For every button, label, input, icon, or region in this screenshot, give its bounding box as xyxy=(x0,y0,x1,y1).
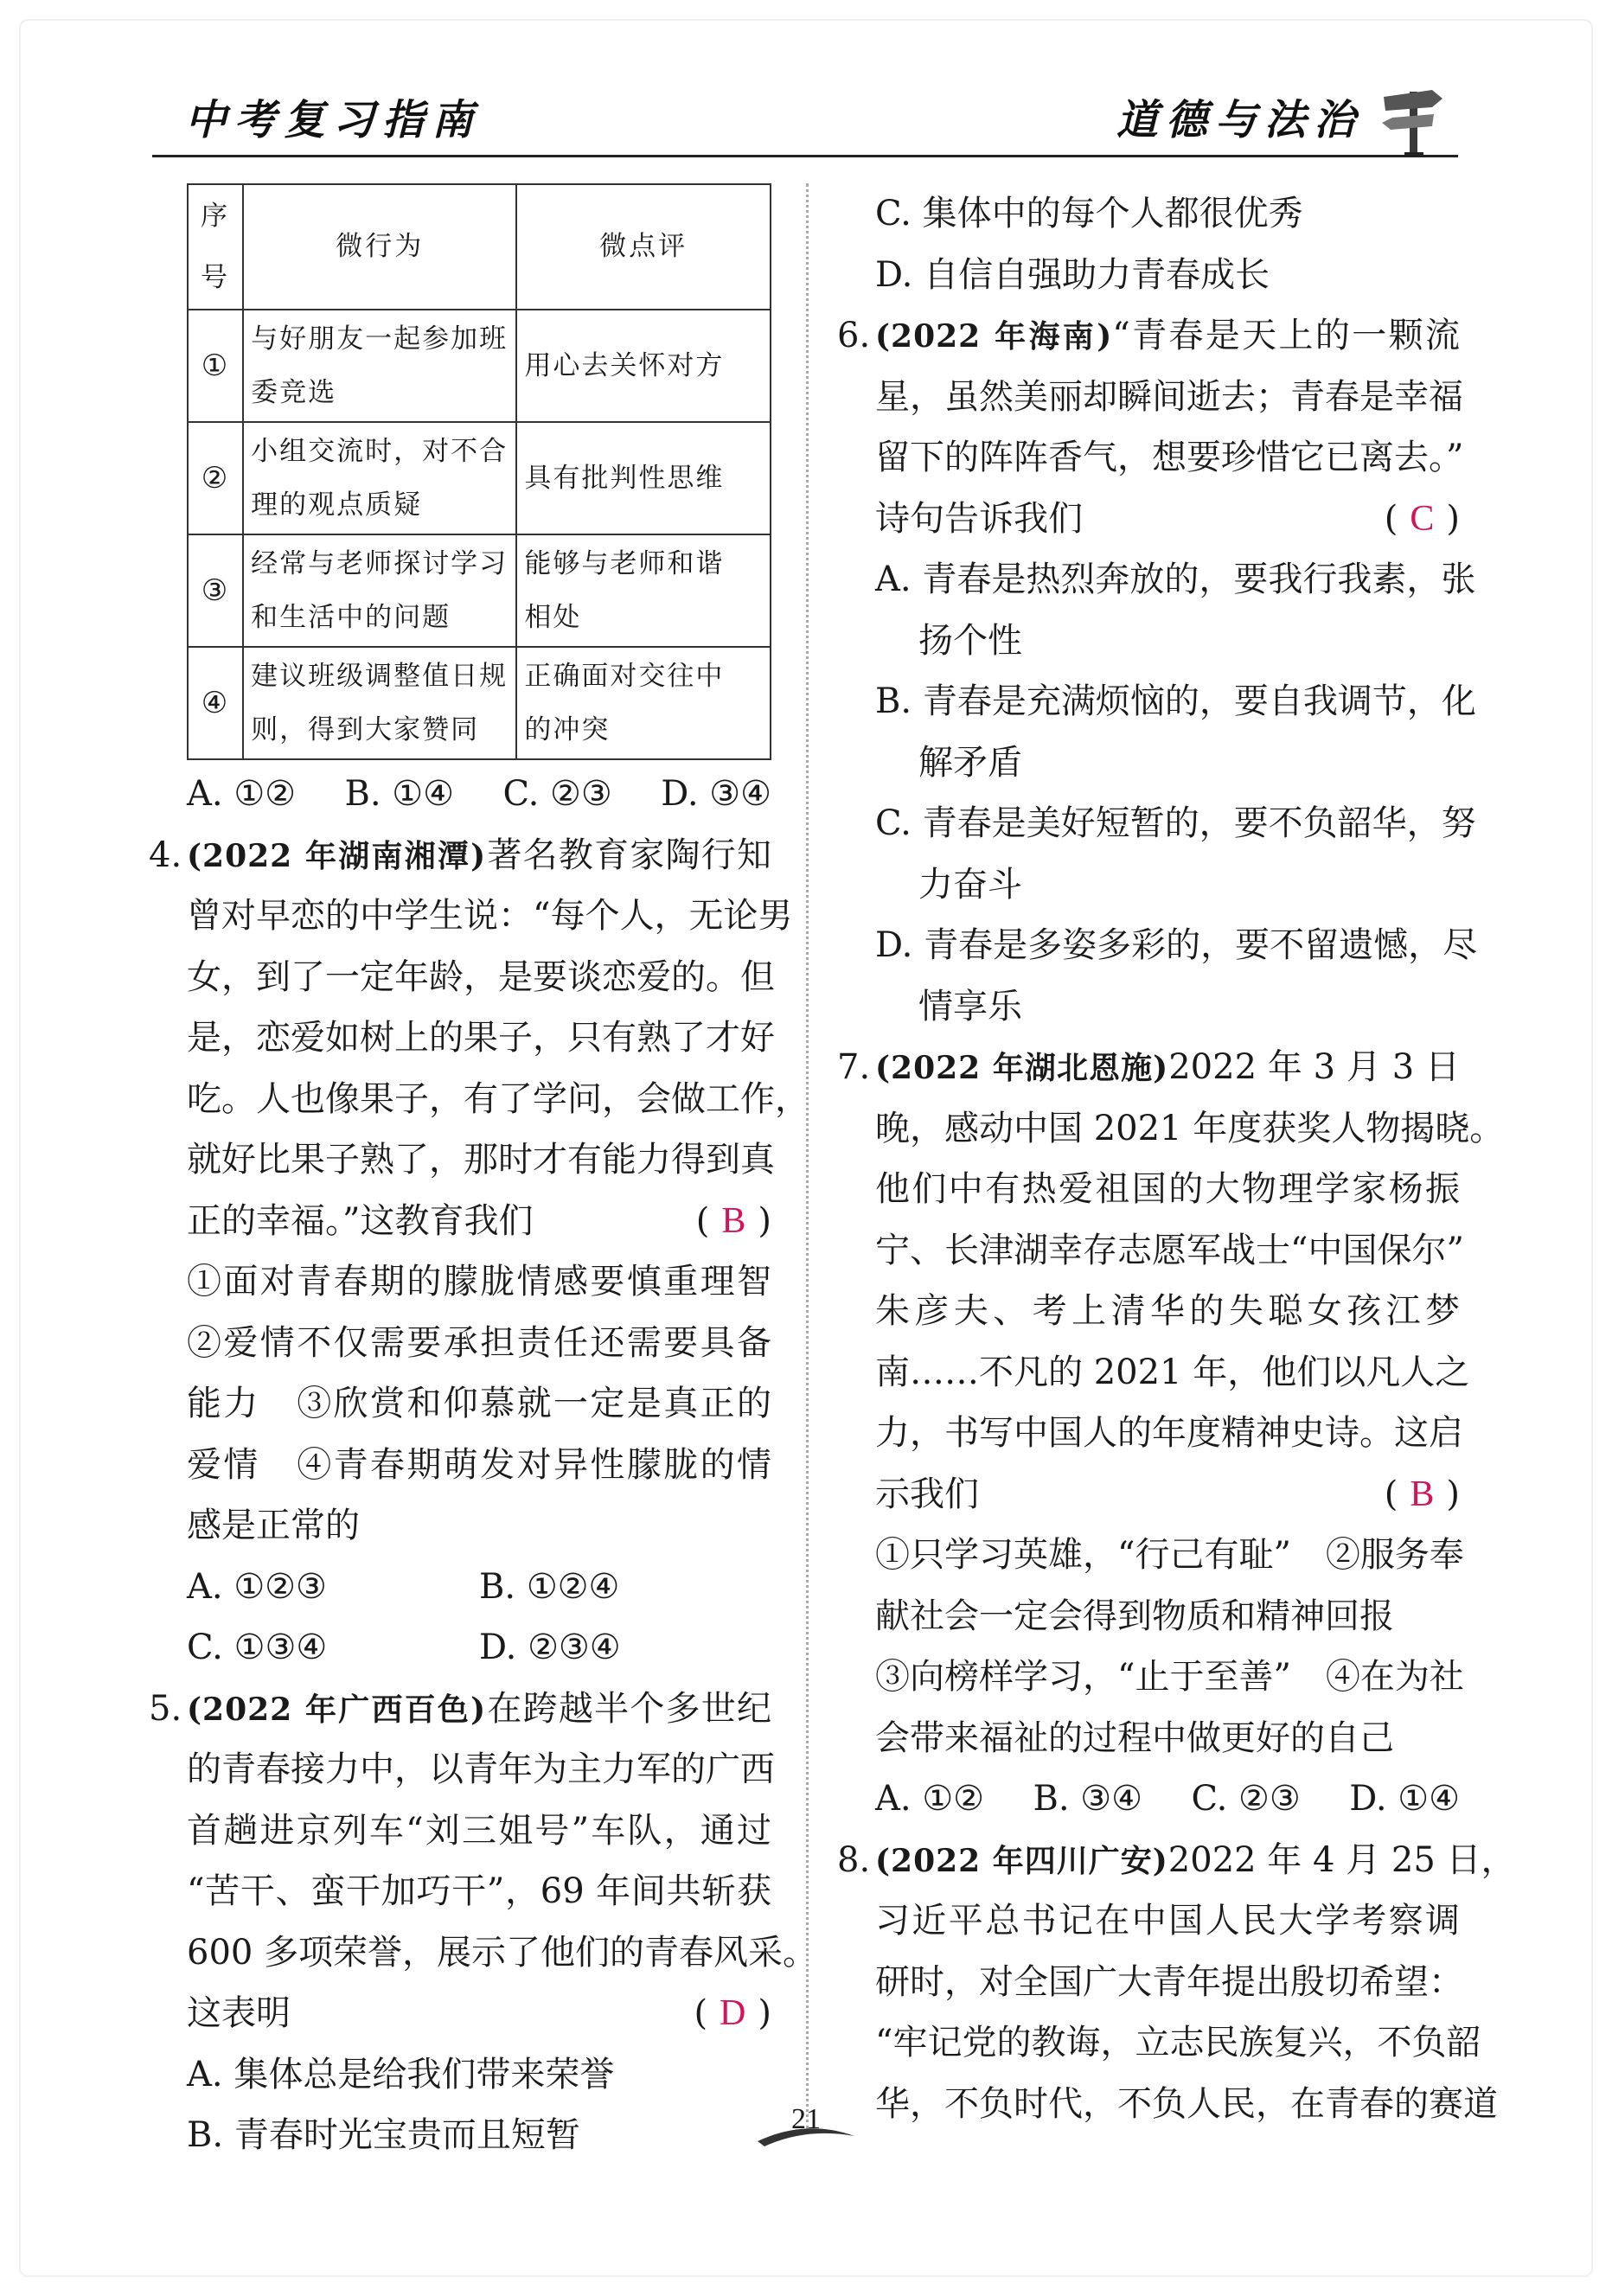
book-title: 中考复习指南 xyxy=(185,96,482,144)
statement-line: 能力 ③欣赏和仰慕就一定是真正的 xyxy=(187,1384,771,1423)
option: D. ②③④ xyxy=(479,1628,621,1667)
question-line: 晚，感动中国 2021 年度获奖人物揭晓。 xyxy=(875,1108,1505,1148)
cell-line: 具有批判性思维 xyxy=(524,463,725,494)
q4-options xyxy=(187,1617,771,1679)
option: D. 青春是多姿多彩的，要不留遗憾，尽 xyxy=(875,925,1478,965)
page-number-text: 21 xyxy=(791,2103,821,2135)
question-line: 女，到了一定年龄，是要谈恋爱的。但 xyxy=(187,956,775,997)
question-line: 就好比果子熟了，那时才有能力得到真 xyxy=(187,1140,775,1180)
table-row xyxy=(188,310,771,422)
cell-line: 相处 xyxy=(524,602,582,633)
option: B. ①②④ xyxy=(479,1566,620,1607)
option: C. 集体中的每个人都很优秀 xyxy=(875,194,1303,233)
question-number: 8. xyxy=(837,1839,871,1880)
question-4 xyxy=(149,825,809,1679)
option: D. ③④ xyxy=(661,774,771,814)
question-line: 的青春接力中，以青年为主力军的广西 xyxy=(187,1749,775,1789)
option: B. 青春是充满烦恼的，要自我调节，化 xyxy=(875,681,1476,721)
option-continuation: 扬个性 xyxy=(918,620,1022,661)
question-line: 朱彦夫、考上清华的失聪女孩江梦 xyxy=(875,1291,1460,1331)
statement-line: ①只学习英雄，“行己有耻” ②服务奉 xyxy=(875,1535,1464,1575)
question-line: 是，恋爱如树上的果子，只有熟了才好 xyxy=(187,1018,775,1058)
table-row xyxy=(188,534,771,647)
question-line: 南……不凡的 2021 年，他们以凡人之 xyxy=(875,1352,1470,1392)
option: A. 青春是热烈奔放的，要我行我素，张 xyxy=(875,560,1476,599)
table-row xyxy=(188,422,771,534)
table-cell xyxy=(243,310,516,422)
table-cell xyxy=(516,310,771,422)
q7-options xyxy=(875,1768,1460,1830)
question-line: 留下的阵阵香气，想要珍惜它已离去。” xyxy=(875,438,1464,477)
question-source: (2022 年海南) xyxy=(875,318,1113,355)
question-line: 习近平总书记在中国人民大学考察调 xyxy=(875,1901,1460,1941)
question-source: (2022 年四川广安) xyxy=(875,1842,1168,1879)
question-line: 2022 年 4 月 25 日， xyxy=(1167,1839,1516,1880)
statement-line: 爱情 ④青春期萌发对异性朦胧的情 xyxy=(187,1444,771,1485)
table-cell xyxy=(516,647,771,759)
question-line: “苦干、蛮干加巧干”，69 年间共斩获 xyxy=(187,1871,771,1911)
question-7 xyxy=(837,1037,1505,1830)
table-cell: ① xyxy=(188,310,243,422)
question-6 xyxy=(837,305,1478,1037)
question-line: 星，虽然美丽却瞬间逝去；青春是幸福 xyxy=(875,376,1463,417)
page-header xyxy=(152,80,1458,157)
table-cell xyxy=(243,422,516,534)
question-line: 著名教育家陶行知 xyxy=(486,835,772,875)
statement-line: ③向榜样学习，“止于至善” ④在为社 xyxy=(875,1657,1464,1697)
cell-line: 委竞选 xyxy=(251,377,337,408)
question-number: 5. xyxy=(149,1688,182,1729)
table-cell xyxy=(516,534,771,647)
right-column xyxy=(837,183,1516,2134)
option: B. ③④ xyxy=(1033,1779,1143,1819)
question-line: 华，不负时代，不负人民，在青春的赛道 xyxy=(875,2083,1498,2124)
header-rule xyxy=(152,155,1458,157)
cell-line: 和生活中的问题 xyxy=(251,602,451,633)
cell-line: 小组交流时，对不合 xyxy=(251,436,509,467)
option-continuation: 情享乐 xyxy=(918,986,1022,1026)
table-header: 序号 xyxy=(188,184,243,310)
option: C. ①③④ xyxy=(187,1628,328,1667)
option: A. 集体总是给我们带来荣誉 xyxy=(187,2054,615,2095)
question-line: 2022 年 3 月 3 日 xyxy=(1168,1047,1461,1087)
cell-line: 与好朋友一起参加班 xyxy=(251,323,509,355)
question-line: 诗句告诉我们 xyxy=(875,498,1083,539)
question-number: 7. xyxy=(837,1047,871,1087)
question-line: 这表明 xyxy=(187,1993,291,2033)
option: B. ①④ xyxy=(344,774,455,814)
question-line: 示我们 xyxy=(875,1474,979,1514)
answer-letter: B xyxy=(721,1200,746,1241)
question-source: (2022 年湖南湘潭) xyxy=(187,837,487,874)
statement-line: ②爱情不仅需要承担责任还需要具备 xyxy=(187,1322,771,1363)
cell-line: 则，得到大家赞同 xyxy=(251,714,480,745)
answer-bracket: ( B ) xyxy=(695,1200,771,1241)
option: B. 青春时光宝贵而且短暂 xyxy=(187,2115,580,2155)
question-number: 6. xyxy=(837,316,871,355)
option-continuation: 解矛盾 xyxy=(918,742,1022,783)
question-number: 4. xyxy=(149,835,182,875)
option: D. ①④ xyxy=(1349,1779,1460,1819)
subject-title: 道德与法治 xyxy=(1116,96,1363,144)
table-cell: ② xyxy=(188,422,243,534)
question-line: 他们中有热爱祖国的大物理学家杨振 xyxy=(875,1169,1460,1209)
option: C. ②③ xyxy=(1191,1779,1301,1819)
answer-letter: D xyxy=(720,1993,746,2033)
question-line: 宁、长津湖幸存志愿军战士“中国保尔” xyxy=(875,1230,1464,1270)
option: A. ①②③ xyxy=(187,1566,327,1607)
statement-line: 感是正常的 xyxy=(187,1506,360,1545)
q3-options xyxy=(187,764,771,825)
question-line: 正的幸福。”这教育我们 xyxy=(187,1200,534,1241)
question-8 xyxy=(837,1830,1516,2135)
table-cell xyxy=(243,534,516,647)
page-number xyxy=(745,2103,867,2155)
question-line: 首趟进京列车“刘三姐号”车队，通过 xyxy=(187,1810,771,1851)
question-line: 在跨越半个多世纪 xyxy=(486,1688,772,1729)
question-line: 力，书写中国人的年度精神史诗。这启 xyxy=(875,1413,1463,1453)
answer-letter: C xyxy=(1410,498,1435,539)
statement-line: ①面对青春期的朦胧情感要慎重理智 xyxy=(187,1262,771,1301)
signpost-icon xyxy=(1379,80,1448,157)
question-line: 研时，对全国广大青年提出殷切希望： xyxy=(875,1961,1463,2002)
question-line: “青春是天上的一颗流 xyxy=(1112,316,1461,355)
cell-line: 建议班级调整值日规 xyxy=(251,661,509,692)
option: A. ①② xyxy=(187,774,297,814)
option: C. 青春是美好短暂的，要不负韶华，努 xyxy=(875,803,1476,843)
option: C. ②③ xyxy=(502,774,612,814)
answer-bracket: ( D ) xyxy=(694,1993,771,2033)
statement-line: 会带来福祉的过程中做更好的自己 xyxy=(875,1717,1394,1758)
option: A. ①② xyxy=(875,1779,985,1819)
question-source: (2022 年广西百色) xyxy=(187,1691,487,1728)
question-line: 600 多项荣誉，展示了他们的青春风采。 xyxy=(187,1932,818,1973)
column-divider xyxy=(806,183,809,2129)
question-line: 吃。人也像果子，有了学问，会做工作， xyxy=(187,1078,809,1119)
cell-line: 正确面对交往中 xyxy=(524,661,725,692)
table-row xyxy=(188,647,771,759)
cell-line: 的冲突 xyxy=(524,714,611,745)
table-cell xyxy=(243,647,516,759)
cell-line: 经常与老师探讨学习 xyxy=(251,548,509,579)
answer-bracket: ( C ) xyxy=(1384,498,1460,539)
statement-line: 献社会一定会得到物质和精神回报 xyxy=(875,1596,1394,1636)
cell-line: 理的观点质疑 xyxy=(251,489,423,521)
option: D. 自信自强助力青春成长 xyxy=(875,254,1270,295)
cell-line: 能够与老师和谐 xyxy=(524,548,725,579)
question-source: (2022 年湖北恩施) xyxy=(875,1050,1169,1086)
question-line: “牢记党的教诲，立志民族复兴，不负韶 xyxy=(875,2023,1481,2063)
answer-letter: B xyxy=(1410,1474,1435,1514)
question-line: 曾对早恋的中学生说：“每个人，无论男 xyxy=(187,896,793,936)
table-header: 微点评 xyxy=(516,184,771,310)
behavior-table xyxy=(187,183,771,760)
cell-line: 用心去关怀对方 xyxy=(524,350,725,381)
table-header-row xyxy=(188,184,771,310)
table-cell: ③ xyxy=(188,534,243,647)
q4-options xyxy=(187,1557,771,1618)
table-header: 微行为 xyxy=(243,184,516,310)
answer-bracket: ( B ) xyxy=(1384,1474,1460,1514)
option-continuation: 力奋斗 xyxy=(918,864,1022,905)
table-cell: ④ xyxy=(188,647,243,759)
table-cell xyxy=(516,422,771,534)
